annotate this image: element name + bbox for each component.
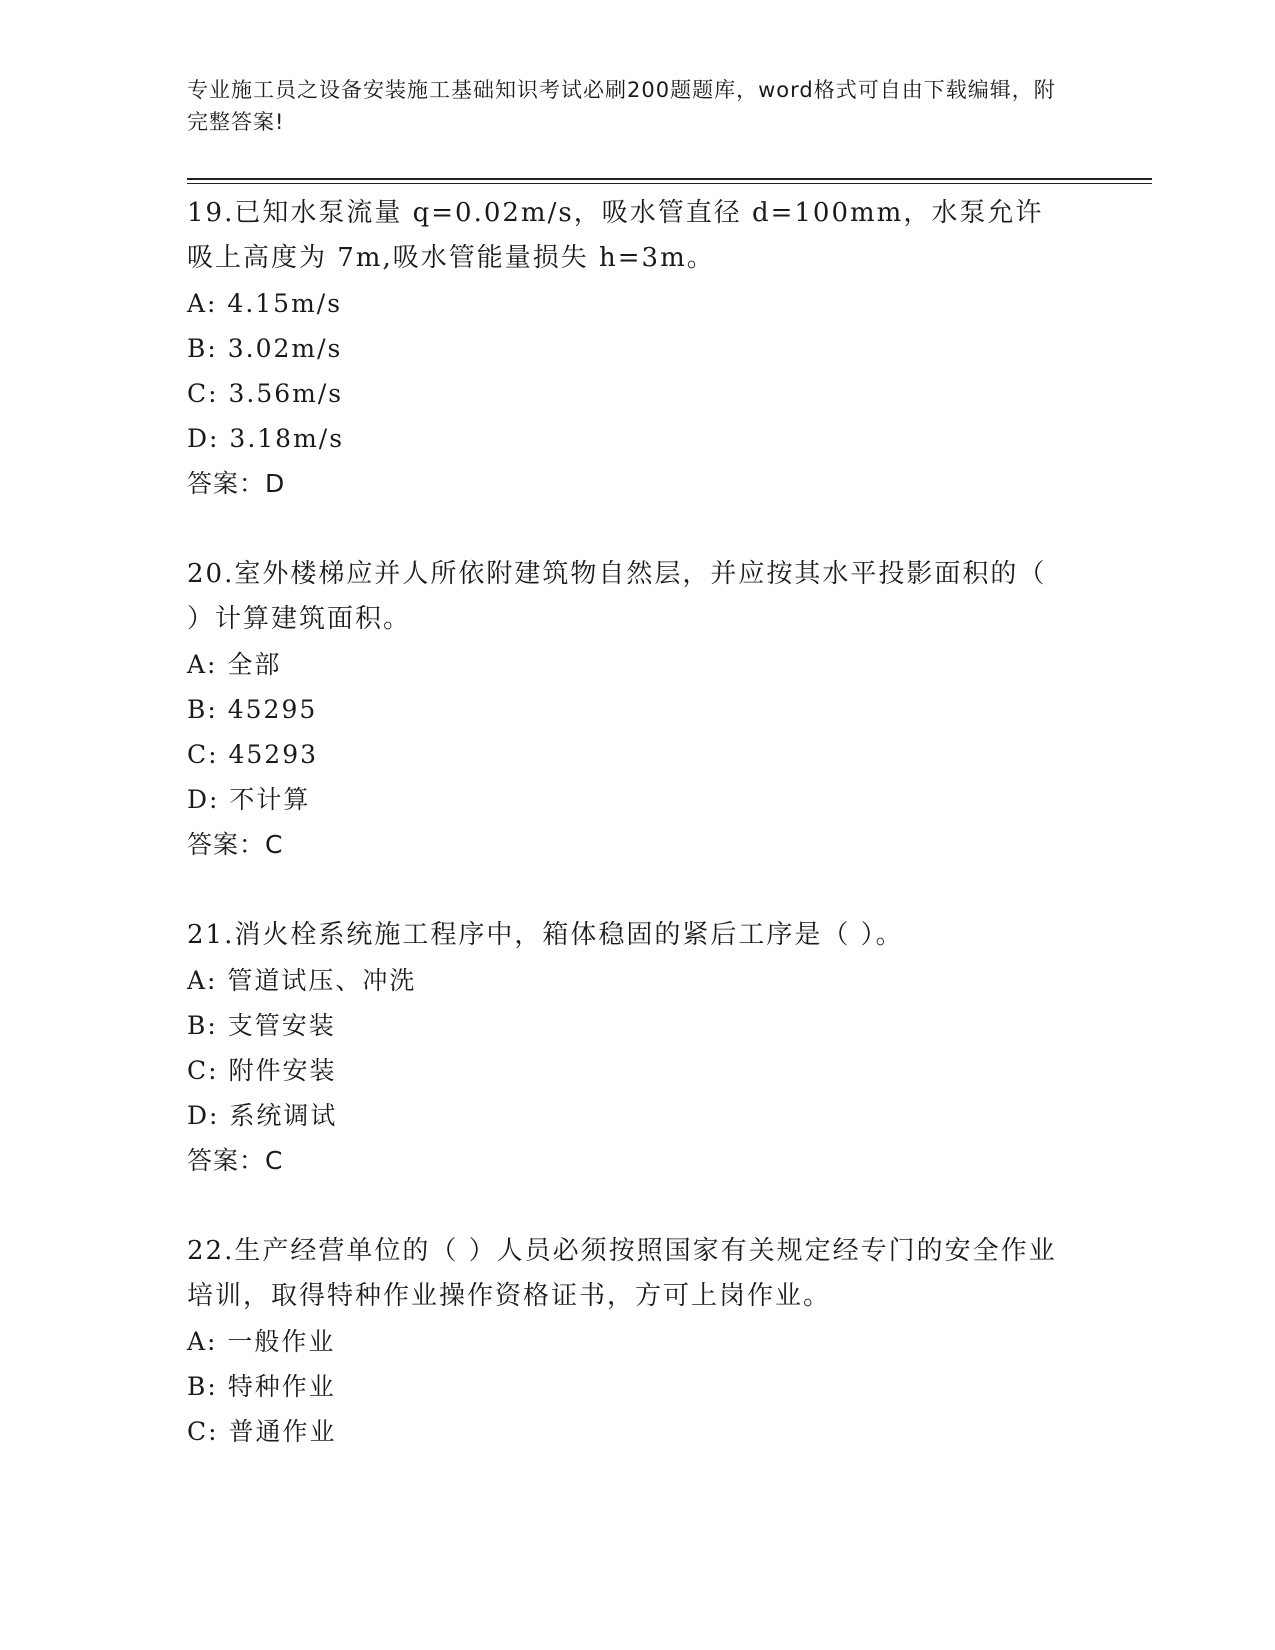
option-d: D: 不计算	[187, 785, 311, 814]
option-a: A: 一般作业	[187, 1327, 336, 1356]
question-22	[187, 1229, 1067, 1454]
option-c: C: 普通作业	[187, 1417, 337, 1446]
header-divider-thick	[187, 178, 1152, 180]
question-stem: 20.室外楼梯应并人所依附建筑物自然层，并应按其水平投影面积的（ ）计算建筑面积。	[187, 559, 1047, 634]
question-stem: 22.生产经营单位的（ ）人员必须按照国家有关规定经专门的安全作业培训，取得特种作业操作资格证书，方可上岗作业。	[187, 1236, 1057, 1311]
header-divider-thin	[187, 183, 1152, 184]
answer-text: 答案：D	[187, 469, 286, 498]
question-19	[187, 191, 1067, 506]
answer-text: 答案：C	[187, 1146, 284, 1175]
option-b: B: 45295	[187, 695, 318, 724]
question-20	[187, 552, 1067, 867]
option-c: C: 附件安装	[187, 1056, 337, 1085]
question-stem: 21.消火栓系统施工程序中，箱体稳固的紧后工序是（ ）。	[187, 920, 904, 950]
option-b: B: 特种作业	[187, 1372, 336, 1401]
question-21	[187, 913, 1067, 1183]
document-header: 专业施工员之设备安装施工基础知识考试必刷200题题库，word格式可自由下载编辑，附完整答案!	[187, 78, 1056, 134]
option-b: B: 3.02m/s	[187, 334, 343, 363]
option-a: A: 全部	[187, 650, 282, 679]
question-stem: 19.已知水泵流量 q=0.02m/s，吸水管直径 d=100mm，水泵允许吸上高度为 7m,吸水管能量损失 h=3m。	[187, 198, 1044, 273]
answer-text: 答案：C	[187, 830, 284, 859]
option-d: D: 3.18m/s	[187, 424, 345, 453]
option-d: D: 系统调试	[187, 1101, 338, 1130]
option-b: B: 支管安装	[187, 1011, 336, 1040]
option-c: C: 3.56m/s	[187, 379, 344, 408]
option-c: C: 45293	[187, 740, 319, 769]
option-a: A: 管道试压、冲洗	[187, 966, 417, 995]
question-list	[187, 191, 1067, 1500]
option-a: A: 4.15m/s	[187, 289, 343, 318]
